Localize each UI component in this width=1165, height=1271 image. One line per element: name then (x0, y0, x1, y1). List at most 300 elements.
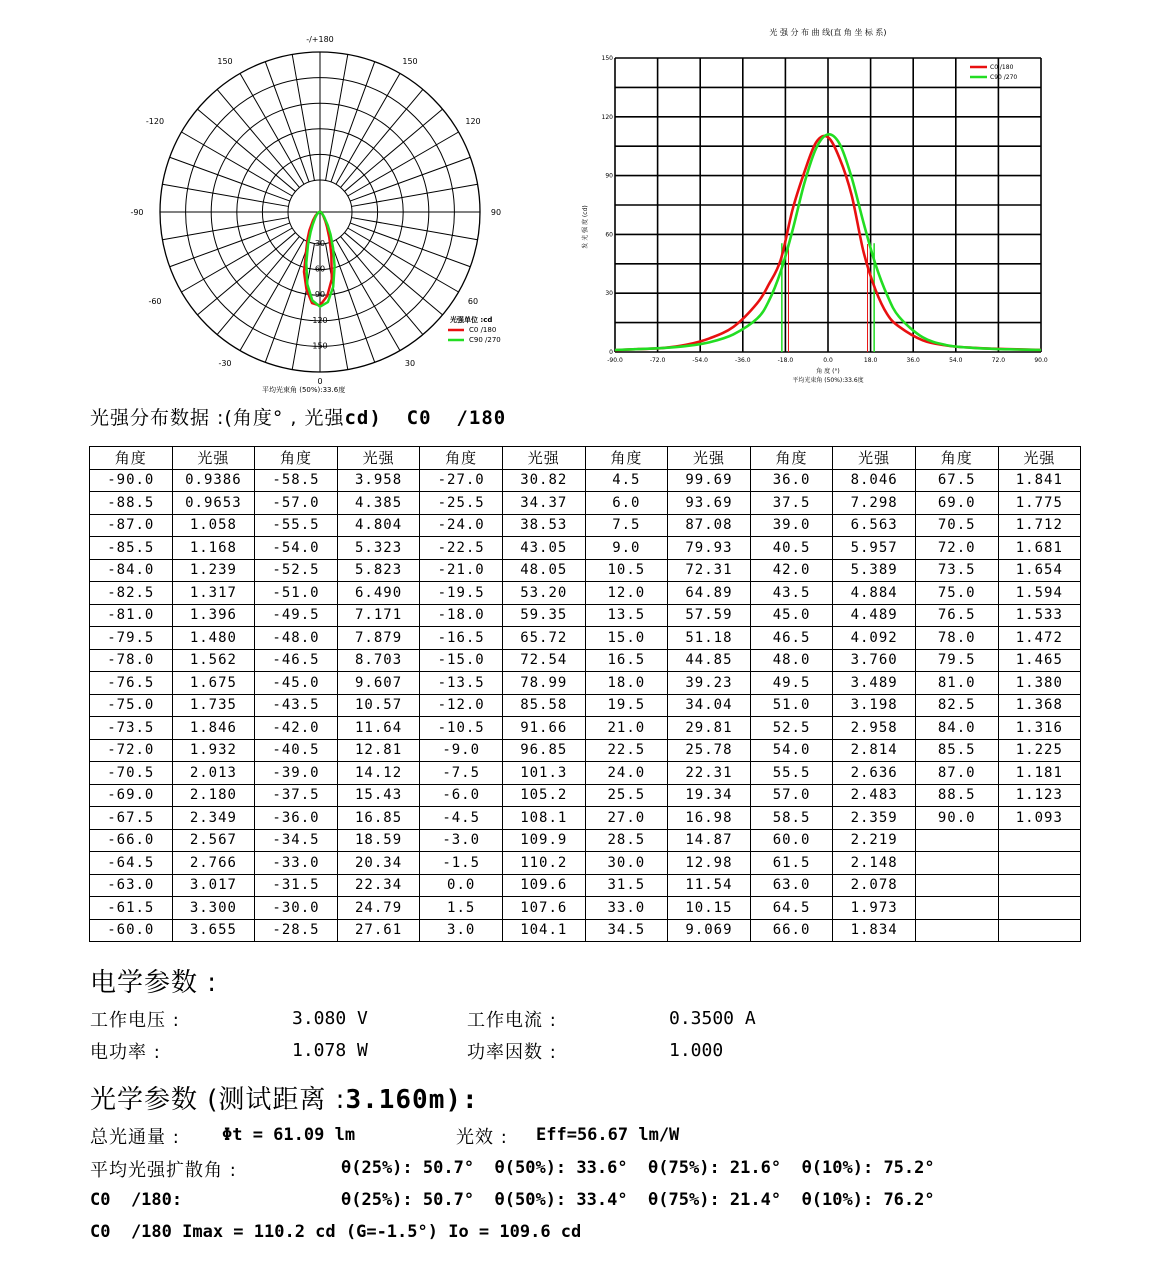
polar-angle-label: 0 (317, 377, 323, 386)
intensity-cell: 2.148 (833, 852, 916, 875)
voltage-value: 3.080 V (292, 1008, 368, 1029)
intensity-cell: 2.958 (833, 717, 916, 740)
intensity-cell: 29.81 (668, 717, 751, 740)
polar-angle-label: -90 (130, 208, 144, 217)
angle-cell: 28.5 (585, 829, 668, 852)
optical-title-distance: 3.160m): (345, 1085, 479, 1115)
angle-cell: -24.0 (420, 514, 503, 537)
chart-ticks (602, 55, 1048, 364)
polar-angle-label: -60 (148, 297, 162, 306)
polar-spoke (352, 184, 478, 206)
polar-radial-label: 90 (314, 290, 326, 300)
intensity-header: 光强 (833, 447, 916, 470)
y-axis-label: 发 光 强 度 (cd) (582, 205, 589, 249)
polar-angle-label: 60 (467, 297, 479, 306)
angle-cell: -45.0 (255, 672, 338, 695)
y-tick-label: 0 (609, 349, 613, 356)
angle-cell: 85.5 (915, 739, 998, 762)
angle-cell: 37.5 (750, 492, 833, 515)
angle-cell: -88.5 (90, 492, 173, 515)
angle-cell: -60.0 (90, 919, 173, 942)
intensity-cell: 1.396 (172, 604, 255, 627)
intensity-cell: 5.323 (337, 537, 420, 560)
intensity-cell: 87.08 (668, 514, 751, 537)
angle-cell (915, 829, 998, 852)
intensity-cell (998, 874, 1081, 897)
intensity-cell: 1.368 (998, 694, 1081, 717)
intensity-cell: 1.181 (998, 762, 1081, 785)
angle-cell: 33.0 (585, 897, 668, 920)
y-tick-label: 150 (601, 55, 613, 62)
intensity-cell: 1.932 (172, 739, 255, 762)
angle-cell: -42.0 (255, 717, 338, 740)
angle-header: 角度 (255, 447, 338, 470)
angle-cell: 87.0 (915, 762, 998, 785)
polar-angle-label: 150 (217, 57, 233, 66)
intensity-cell: 1.594 (998, 582, 1081, 605)
angle-cell: 51.0 (750, 694, 833, 717)
efficacy-value: Eff=56.67 lm/W (536, 1125, 680, 1145)
intensity-cell: 14.87 (668, 829, 751, 852)
table-row (90, 897, 1081, 920)
pf-value: 1.000 (669, 1040, 724, 1061)
polar-spoke (326, 54, 348, 180)
angle-cell: -16.5 (420, 627, 503, 650)
polar-radial-label: 120 (312, 315, 328, 325)
polar-spoke (326, 244, 348, 370)
table-row (90, 559, 1081, 582)
angle-cell: -37.5 (255, 784, 338, 807)
intensity-cell: 2.483 (833, 784, 916, 807)
intensity-cell: 104.1 (502, 919, 585, 942)
angle-cell: 49.5 (750, 672, 833, 695)
intensity-cell: 18.59 (337, 829, 420, 852)
angle-header: 角度 (420, 447, 503, 470)
intensity-cell: 2.219 (833, 829, 916, 852)
angle-cell: -79.5 (90, 627, 173, 650)
angle-cell: -6.0 (420, 784, 503, 807)
angle-cell: 60.0 (750, 829, 833, 852)
c0-spread-label: C0 /180: (90, 1190, 183, 1210)
angle-cell: 25.5 (585, 784, 668, 807)
angle-cell: -49.5 (255, 604, 338, 627)
x-tick-label: -36.0 (735, 357, 751, 364)
intensity-cell (998, 919, 1081, 942)
angle-cell: -81.0 (90, 604, 173, 627)
intensity-cell: 14.12 (337, 762, 420, 785)
intensity-cell (998, 829, 1081, 852)
angle-cell: -76.5 (90, 672, 173, 695)
optical-title-cn: 光学参数 (测试距离 : (90, 1085, 346, 1115)
angle-cell: -30.0 (255, 897, 338, 920)
angle-cell: 19.5 (585, 694, 668, 717)
table-row (90, 469, 1081, 492)
angle-cell: 22.5 (585, 739, 668, 762)
polar-radial-label: 60 (314, 264, 326, 274)
intensity-cell: 4.489 (833, 604, 916, 627)
intensity-cell: 2.814 (833, 739, 916, 762)
table-row (90, 627, 1081, 650)
angle-header: 角度 (915, 447, 998, 470)
intensity-cell: 1.681 (998, 537, 1081, 560)
x-axis-label: 角 度 (°) (816, 368, 840, 375)
intensity-cell: 2.013 (172, 762, 255, 785)
angle-cell: 46.5 (750, 627, 833, 650)
intensity-cell: 108.1 (502, 807, 585, 830)
angle-cell: -57.0 (255, 492, 338, 515)
angle-cell: 90.0 (915, 807, 998, 830)
y-tick-label: 60 (605, 231, 613, 239)
avg-spread-values: θ(25%): 50.7° θ(50%): 33.6° θ(75%): 21.6° θ(10%): 75.2° (341, 1158, 935, 1178)
intensity-cell: 3.958 (337, 469, 420, 492)
intensity-cell: 4.385 (337, 492, 420, 515)
angle-cell (915, 852, 998, 875)
intensity-cell: 107.6 (502, 897, 585, 920)
intensity-cell: 1.533 (998, 604, 1081, 627)
intensity-cell: 3.017 (172, 874, 255, 897)
angle-cell: 82.5 (915, 694, 998, 717)
angle-cell: -43.5 (255, 694, 338, 717)
angle-header: 角度 (585, 447, 668, 470)
angle-cell: -9.0 (420, 739, 503, 762)
intensity-cell: 1.472 (998, 627, 1081, 650)
intensity-cell: 91.66 (502, 717, 585, 740)
intensity-cell: 30.82 (502, 469, 585, 492)
angle-cell: -28.5 (255, 919, 338, 942)
angle-cell: 67.5 (915, 469, 998, 492)
intensity-cell: 4.092 (833, 627, 916, 650)
angle-cell: 61.5 (750, 852, 833, 875)
intensity-cell: 5.389 (833, 559, 916, 582)
intensity-cell: 20.34 (337, 852, 420, 875)
voltage-label: 工作电压 : (90, 1010, 180, 1031)
intensity-cell: 4.884 (833, 582, 916, 605)
intensity-cell: 12.98 (668, 852, 751, 875)
table-row (90, 492, 1081, 515)
angle-cell: 3.0 (420, 919, 503, 942)
intensity-cell: 1.317 (172, 582, 255, 605)
table-row (90, 807, 1081, 830)
angle-cell: 0.0 (420, 874, 503, 897)
polar-spoke (170, 223, 290, 267)
table-row (90, 672, 1081, 695)
angle-cell: 18.0 (585, 672, 668, 695)
angle-cell: -31.5 (255, 874, 338, 897)
intensity-cell: 78.99 (502, 672, 585, 695)
polar-angle-label: 90 (490, 208, 502, 217)
intensity-cell: 65.72 (502, 627, 585, 650)
table-title-unit: cd) C0 /180 (344, 407, 507, 429)
intensity-cell: 2.359 (833, 807, 916, 830)
angle-cell: -1.5 (420, 852, 503, 875)
angle-cell: -39.0 (255, 762, 338, 785)
angle-cell: 81.0 (915, 672, 998, 695)
angle-cell: 69.0 (915, 492, 998, 515)
intensity-cell: 39.23 (668, 672, 751, 695)
angle-cell: -87.0 (90, 514, 173, 537)
intensity-cell: 1.380 (998, 672, 1081, 695)
table-row (90, 694, 1081, 717)
polar-spoke (331, 242, 375, 362)
intensity-cell: 1.562 (172, 649, 255, 672)
intensity-cell: 0.9386 (172, 469, 255, 492)
intensity-cell: 1.093 (998, 807, 1081, 830)
angle-cell: 72.0 (915, 537, 998, 560)
angle-cell: 76.5 (915, 604, 998, 627)
table-row (90, 762, 1081, 785)
angle-cell: 40.5 (750, 537, 833, 560)
polar-spoke (265, 242, 309, 362)
intensity-cell: 110.2 (502, 852, 585, 875)
beam-angle-footer: 平均光束角 (50%):33.6度 (792, 377, 864, 384)
angle-cell: -33.0 (255, 852, 338, 875)
polar-beam-label: 平均光束角 (50%):33.6度 (262, 386, 346, 394)
table-header-row (90, 447, 1081, 470)
intensity-cell: 1.735 (172, 694, 255, 717)
intensity-cell: 7.298 (833, 492, 916, 515)
angle-cell: -54.0 (255, 537, 338, 560)
intensity-cell: 25.78 (668, 739, 751, 762)
angle-cell: 57.0 (750, 784, 833, 807)
intensity-cell: 64.89 (668, 582, 751, 605)
current-value: 0.3500 A (669, 1008, 756, 1029)
table-title (90, 403, 506, 430)
intensity-cell: 6.490 (337, 582, 420, 605)
angle-cell: 24.0 (585, 762, 668, 785)
intensity-cell: 6.563 (833, 514, 916, 537)
intensity-cell: 1.465 (998, 649, 1081, 672)
polar-legend-label: C90 /270 (469, 336, 501, 344)
angle-cell: -34.5 (255, 829, 338, 852)
angle-cell: 6.0 (585, 492, 668, 515)
polar-angle-label: -30 (218, 359, 232, 368)
table-title-cn: 光强分布数据 :(角度° , 光强 (90, 407, 345, 429)
table-body (90, 469, 1081, 942)
intensity-cell: 2.180 (172, 784, 255, 807)
angle-cell: -90.0 (90, 469, 173, 492)
intensity-cell: 11.64 (337, 717, 420, 740)
intensity-cell: 9.607 (337, 672, 420, 695)
polar-angle-label: -120 (145, 117, 165, 126)
intensity-cell: 34.04 (668, 694, 751, 717)
angle-cell: 9.0 (585, 537, 668, 560)
x-tick-label: 18.0 (863, 357, 878, 364)
angle-cell: -61.5 (90, 897, 173, 920)
angle-cell: 43.5 (750, 582, 833, 605)
angle-cell: 88.5 (915, 784, 998, 807)
intensity-cell: 2.349 (172, 807, 255, 830)
intensity-cell: 1.775 (998, 492, 1081, 515)
angle-cell: 12.0 (585, 582, 668, 605)
angle-cell: 30.0 (585, 852, 668, 875)
avg-spread-label: 平均光强扩散角 : (90, 1160, 237, 1181)
intensity-cell: 8.046 (833, 469, 916, 492)
polar-radial-label: 30 (314, 239, 326, 248)
intensity-cell: 85.58 (502, 694, 585, 717)
intensity-cell (998, 852, 1081, 875)
x-tick-label: 54.0 (949, 357, 963, 364)
polar-spoke (350, 223, 470, 267)
polar-spoke (331, 62, 375, 182)
power-label: 电功率 : (90, 1042, 161, 1063)
angle-cell: -55.5 (255, 514, 338, 537)
angle-cell: 10.5 (585, 559, 668, 582)
y-tick-label: 30 (605, 290, 613, 298)
angle-cell (915, 919, 998, 942)
pf-label: 功率因数 : (467, 1042, 557, 1063)
angle-cell: -40.5 (255, 739, 338, 762)
table-row (90, 537, 1081, 560)
intensity-cell: 1.675 (172, 672, 255, 695)
intensity-cell: 72.54 (502, 649, 585, 672)
angle-cell (915, 897, 998, 920)
intensity-cell: 3.300 (172, 897, 255, 920)
polar-legend-title: 光强单位 :cd (450, 316, 493, 324)
imax-line: C0 /180 Imax = 110.2 cd (G=-1.5°) Io = 109.6 cd (90, 1222, 582, 1242)
angle-cell: 55.5 (750, 762, 833, 785)
intensity-cell: 10.15 (668, 897, 751, 920)
angle-cell: 13.5 (585, 604, 668, 627)
angle-cell: 21.0 (585, 717, 668, 740)
intensity-table (89, 446, 1081, 942)
intensity-cell: 1.480 (172, 627, 255, 650)
intensity-cell: 8.703 (337, 649, 420, 672)
intensity-cell (998, 897, 1081, 920)
intensity-cell: 59.35 (502, 604, 585, 627)
intensity-cell: 72.31 (668, 559, 751, 582)
intensity-cell: 1.239 (172, 559, 255, 582)
angle-cell: -7.5 (420, 762, 503, 785)
angle-cell: -72.0 (90, 739, 173, 762)
angle-cell: 15.0 (585, 627, 668, 650)
intensity-cell: 11.54 (668, 874, 751, 897)
polar-angle-label: 30 (404, 359, 416, 368)
intensity-cell: 19.34 (668, 784, 751, 807)
chart-title: 光 强 分 布 曲 线(直 角 坐 标 系) (769, 28, 887, 37)
table-row (90, 784, 1081, 807)
polar-intensity-chart (130, 30, 530, 400)
intensity-cell: 9.069 (668, 919, 751, 942)
angle-cell: 7.5 (585, 514, 668, 537)
power-value: 1.078 W (292, 1040, 368, 1061)
x-tick-label: 72.0 (991, 357, 1006, 364)
intensity-header: 光强 (998, 447, 1081, 470)
polar-radial-label: 150 (312, 341, 328, 351)
angle-cell: -15.0 (420, 649, 503, 672)
angle-cell: -18.0 (420, 604, 503, 627)
intensity-cell: 7.171 (337, 604, 420, 627)
angle-cell: 64.5 (750, 897, 833, 920)
intensity-cell: 3.760 (833, 649, 916, 672)
chart-grid (615, 58, 1041, 352)
power-row (90, 1038, 161, 1064)
intensity-cell: 0.9653 (172, 492, 255, 515)
x-tick-label: -90.0 (607, 357, 623, 364)
intensity-cell: 24.79 (337, 897, 420, 920)
angle-cell: 48.0 (750, 649, 833, 672)
angle-cell: -12.0 (420, 694, 503, 717)
angle-cell: 16.5 (585, 649, 668, 672)
electrical-title: 电学参数 : (90, 968, 218, 998)
angle-cell: -69.0 (90, 784, 173, 807)
intensity-cell: 2.567 (172, 829, 255, 852)
intensity-cell: 2.078 (833, 874, 916, 897)
angle-cell: -82.5 (90, 582, 173, 605)
intensity-cell: 2.636 (833, 762, 916, 785)
polar-spoke (292, 54, 314, 180)
angle-cell: 84.0 (915, 717, 998, 740)
angle-cell: 54.0 (750, 739, 833, 762)
table-row (90, 649, 1081, 672)
angle-cell: 78.0 (915, 627, 998, 650)
intensity-cell: 109.6 (502, 874, 585, 897)
x-tick-label: -72.0 (649, 357, 666, 364)
intensity-cell: 57.59 (668, 604, 751, 627)
angle-cell: -4.5 (420, 807, 503, 830)
angle-cell: -58.5 (255, 469, 338, 492)
angle-cell: -84.0 (90, 559, 173, 582)
c0-spread-values: θ(25%): 50.7° θ(50%): 33.4° θ(75%): 21.4° θ(10%): 76.2° (341, 1190, 935, 1210)
angle-cell: -48.0 (255, 627, 338, 650)
angle-cell: -10.5 (420, 717, 503, 740)
intensity-cell: 22.31 (668, 762, 751, 785)
angle-cell: -22.5 (420, 537, 503, 560)
intensity-cell: 1.654 (998, 559, 1081, 582)
angle-cell: -36.0 (255, 807, 338, 830)
x-tick-label: 0.0 (823, 357, 833, 364)
angle-cell: 1.5 (420, 897, 503, 920)
intensity-cell: 53.20 (502, 582, 585, 605)
optical-title (90, 1079, 479, 1116)
angle-cell: -66.0 (90, 829, 173, 852)
polar-spoke (265, 62, 309, 182)
table-row (90, 874, 1081, 897)
polar-legend-label: C0 /180 (469, 326, 497, 334)
intensity-cell: 38.53 (502, 514, 585, 537)
angle-cell: 66.0 (750, 919, 833, 942)
intensity-cell: 96.85 (502, 739, 585, 762)
x-tick-label: 36.0 (906, 357, 920, 364)
intensity-cell: 15.43 (337, 784, 420, 807)
chart-legend (970, 64, 1017, 81)
intensity-header: 光强 (337, 447, 420, 470)
angle-cell: 4.5 (585, 469, 668, 492)
angle-cell: 39.0 (750, 514, 833, 537)
intensity-cell: 1.058 (172, 514, 255, 537)
table-row (90, 739, 1081, 762)
intensity-cell: 101.3 (502, 762, 585, 785)
angle-header: 角度 (750, 447, 833, 470)
angle-cell: 73.5 (915, 559, 998, 582)
intensity-cell: 5.957 (833, 537, 916, 560)
angle-cell: 63.0 (750, 874, 833, 897)
intensity-cell: 34.37 (502, 492, 585, 515)
polar-label-top: -/+180 (306, 35, 334, 44)
flux-label: 总光通量 : (90, 1127, 180, 1148)
angle-cell: 79.5 (915, 649, 998, 672)
intensity-cell: 16.98 (668, 807, 751, 830)
current-label: 工作电流 : (467, 1010, 557, 1031)
angle-cell: 52.5 (750, 717, 833, 740)
polar-legend (448, 315, 501, 344)
angle-cell: -78.0 (90, 649, 173, 672)
efficacy-label: 光效 : (456, 1127, 508, 1148)
angle-cell: -21.0 (420, 559, 503, 582)
intensity-cell: 10.57 (337, 694, 420, 717)
angle-cell: 42.0 (750, 559, 833, 582)
polar-spoke (170, 157, 290, 201)
angle-cell: -13.5 (420, 672, 503, 695)
